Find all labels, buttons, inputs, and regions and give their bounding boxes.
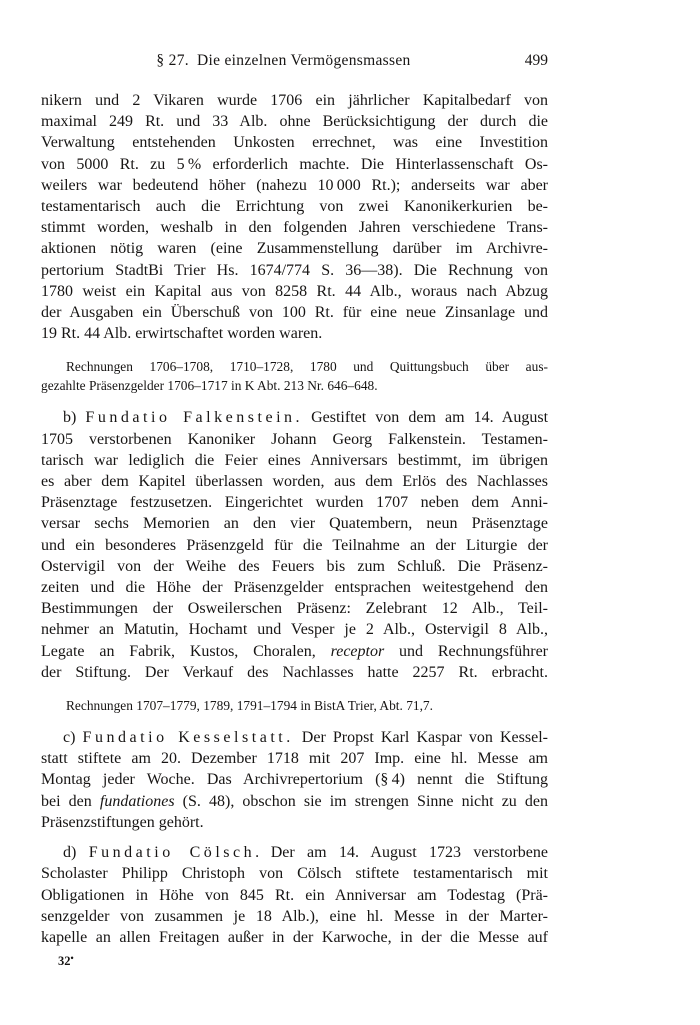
- text-line: [41, 217, 548, 238]
- text-segment: testamentarisch auch die Errichtung von zwei Kanonikerkurien be-: [41, 198, 548, 216]
- text-segment: fundationes: [99, 792, 175, 810]
- text-segment: (S. 48), obschon sie im strengen Sinne nicht zu den: [174, 792, 549, 810]
- text-segment: zeiten und die Höhe der Präsenzgelder entsprachen weitestgehend den: [41, 579, 548, 597]
- signature-number: 32: [58, 954, 71, 969]
- text-segment: senzgelder von zusammen je 18 Alb.), eine hl. Messe in der Marter-: [41, 907, 548, 925]
- text-line: [41, 927, 548, 948]
- text-line: [41, 748, 548, 769]
- text-segment: 1780 weist ein Kapital aus von 8258 Rt. 44 Alb., woraus nach Abzug: [41, 282, 548, 300]
- text-line: [41, 450, 548, 471]
- text-segment: Der am 14. August 1723 verstorbene: [262, 844, 548, 862]
- text-line: [41, 863, 548, 884]
- text-line: [41, 535, 548, 556]
- text-segment: aktionen nötig waren (eine Zusammenstellung darüber im Archivre-: [41, 240, 548, 258]
- text-segment: maximal 249 Rt. und 33 Alb. ohne Berücksichtigung der durch die: [41, 113, 548, 131]
- text-line: [41, 238, 548, 259]
- text-line: [41, 598, 548, 619]
- text-segment: Präsenztage festzusetzen. Eingerichtet wurden 1707 neben dem Anni-: [41, 494, 548, 512]
- text-segment: stimmt worden, weshalb in den folgenden Jahren verschiedene Trans-: [41, 219, 548, 237]
- text-segment: c): [63, 729, 83, 747]
- running-header: [41, 50, 548, 71]
- text-segment: Obligationen in Höhe von 845 Rt. ein Anniversar am Todestag (Prä-: [41, 886, 548, 904]
- page-number: 499: [524, 52, 548, 69]
- text-line: [41, 111, 548, 132]
- text-line: [41, 513, 548, 534]
- text-segment: receptor: [330, 642, 385, 660]
- fundatio-heading: Fundatio Cölsch.: [88, 844, 263, 862]
- page-body: [41, 90, 548, 948]
- text-segment: Der Propst Karl Kaspar von Kessel-: [293, 729, 548, 747]
- text-line: [41, 556, 548, 577]
- text-segment: versar sechs Memorien an den vier Quatembern, neun Präsenztage: [41, 515, 548, 533]
- text-segment: kapelle an allen Freitagen außer in der Karwoche, in der die Messe auf: [41, 928, 548, 946]
- text-line: [41, 281, 548, 302]
- text-segment: gezahlte Präsenzgelder 1706–1717 in K Abt. 213 Nr. 646–648.: [41, 378, 378, 394]
- text-line: [41, 376, 548, 395]
- text-segment: Legate an Fabrik, Kustos, Choralen,: [41, 642, 331, 660]
- footnote-block: [41, 357, 548, 395]
- text-line: [41, 662, 548, 683]
- text-line: [41, 791, 548, 812]
- text-segment: von 5000 Rt. zu 5 % erforderlich machte. Die Hinterlassenschaft Os-: [41, 155, 548, 173]
- text-segment: weilers war bedeutend höher (nahezu 10 000 Rt.); anderseits war aber: [41, 176, 548, 194]
- text-segment: Scholaster Philipp Christoph von Cölsch stiftete testamentarisch mit: [41, 865, 548, 883]
- text-line: [41, 641, 548, 662]
- text-segment: nehmer an Matutin, Hochamt und Vesper je 2 Alb., Ostervigil 8 Alb.,: [41, 621, 548, 639]
- text-segment: d): [63, 844, 89, 862]
- text-line: [41, 727, 548, 748]
- text-line: [41, 302, 548, 323]
- text-line: [41, 769, 548, 790]
- text-segment: Rechnungen 1706–1708, 1710–1728, 1780 und Quittungsbuch über aus-: [66, 359, 548, 375]
- text-line: [41, 577, 548, 598]
- text-line: [41, 90, 548, 111]
- text-segment: statt stiftete am 20. Dezember 1718 mit 207 Imp. eine hl. Messe am: [41, 750, 548, 768]
- text-segment: pertorium StadtBi Trier Hs. 1674/774 S. 36—38). Die Rechnung von: [41, 261, 548, 279]
- text-segment: 19 Rt. 44 Alb. erwirtschaftet worden waren.: [41, 325, 323, 343]
- text-line: [41, 429, 548, 450]
- text-line: [41, 154, 548, 175]
- paragraph-block: [41, 842, 548, 948]
- signature-asterisk: •: [70, 953, 74, 964]
- text-line: [41, 357, 548, 376]
- text-segment: und ein besonderes Präsenzgeld für die Teilnahme an der Liturgie der: [41, 536, 548, 554]
- text-segment: der Stiftung. Der Verkauf des Nachlasses hatte 2257 Rt. erbracht.: [41, 663, 548, 681]
- text-line: [41, 619, 548, 640]
- paragraph-block: [41, 90, 548, 344]
- section-title: § 27. Die einzelnen Vermögensmassen: [156, 52, 411, 69]
- fundatio-heading: Fundatio Falkenstein.: [85, 409, 304, 427]
- text-segment: Gestiftet von dem am 14. August: [303, 409, 549, 427]
- text-segment: Präsenzstiftungen gehört.: [41, 813, 204, 831]
- footnote-block: [41, 696, 548, 715]
- text-segment: nikern und 2 Vikaren wurde 1706 ein jährlicher Kapitalbedarf von: [41, 92, 548, 109]
- text-line: [41, 323, 548, 344]
- text-segment: Ostervigil von der Weihe des Feuers bis zum Schluß. Die Präsenz-: [41, 557, 548, 575]
- text-segment: b): [63, 409, 86, 427]
- text-segment: Bestimmungen der Osweilerschen Präsenz: Zelebrant 12 Alb., Teil-: [41, 600, 548, 618]
- paragraph-block: [41, 407, 548, 683]
- text-line: [41, 471, 548, 492]
- text-line: [41, 132, 548, 153]
- text-segment: Rechnungen 1707–1779, 1789, 1791–1794 in BistA Trier, Abt. 71,7.: [66, 698, 433, 714]
- text-segment: bei den: [41, 792, 100, 810]
- text-segment: Verwaltung entstehenden Unkosten errechnet, was eine Investition: [41, 134, 548, 152]
- text-segment: tarisch war lediglich die Feier eines Anniversars bestimmt, im übrigen: [41, 451, 548, 469]
- fundatio-heading: Fundatio Kesselstatt.: [82, 729, 294, 747]
- text-line: [41, 407, 548, 428]
- text-line: [41, 696, 548, 715]
- text-segment: der Ausgaben ein Überschuß von 100 Rt. für eine neue Zinsanlage und: [41, 304, 548, 322]
- text-line: [41, 906, 548, 927]
- text-line: [41, 812, 548, 833]
- text-segment: Montag jeder Woche. Das Archivrepertorium (§ 4) nennt die Stiftung: [41, 771, 548, 789]
- text-line: [41, 885, 548, 906]
- signature-mark: [41, 953, 548, 969]
- text-segment: es aber dem Kapitel überlassen worden, aus dem Erlös des Nachlasses: [41, 473, 548, 491]
- text-line: [41, 492, 548, 513]
- text-line: [41, 196, 548, 217]
- text-line: [41, 175, 548, 196]
- text-line: [41, 842, 548, 863]
- text-line: [41, 260, 548, 281]
- text-segment: und Rechnungsführer: [384, 642, 549, 660]
- text-segment: 1705 verstorbenen Kanoniker Johann Georg Falkenstein. Testamen-: [41, 430, 548, 448]
- paragraph-block: [41, 727, 548, 833]
